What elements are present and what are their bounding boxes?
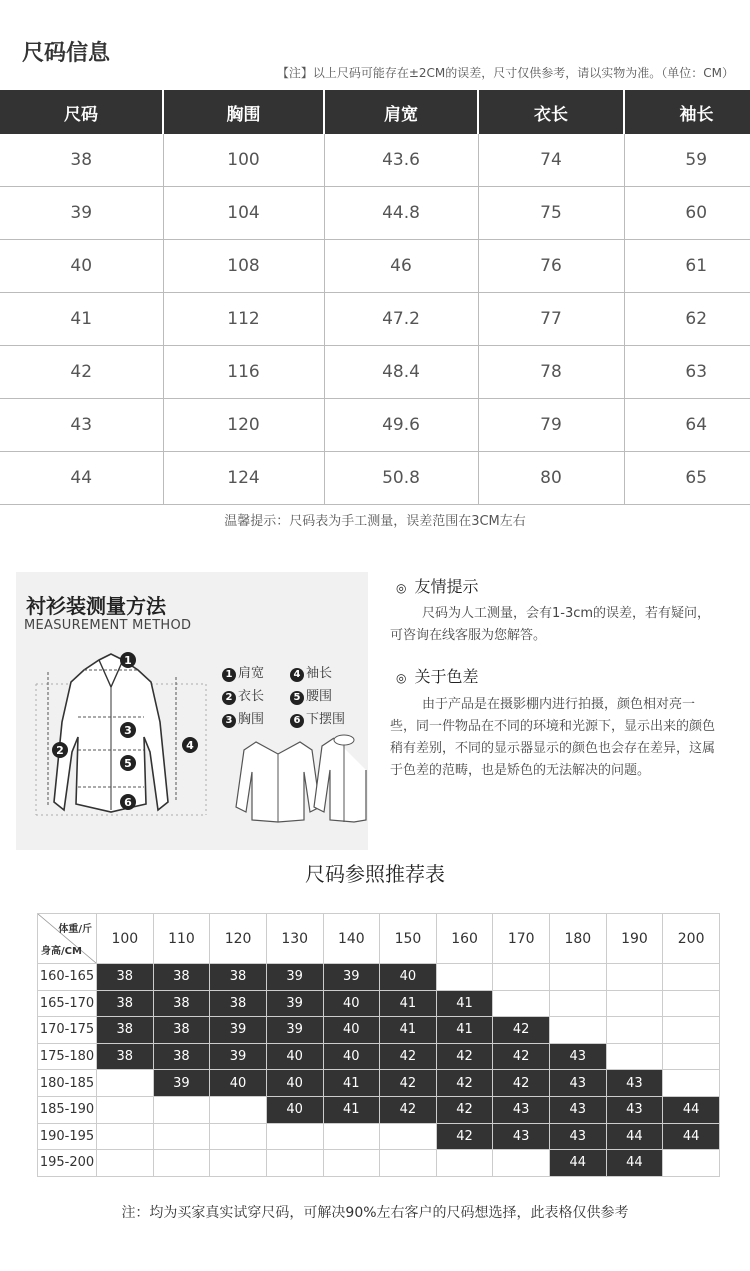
size-cell	[550, 964, 607, 991]
column-header: 衣长	[478, 90, 624, 134]
size-cell: 40	[266, 1096, 323, 1123]
size-cell: 43	[493, 1123, 550, 1150]
size-cell: 44	[606, 1123, 663, 1150]
size-cell	[550, 1017, 607, 1044]
column-header: 肩宽	[324, 90, 478, 134]
size-cell: 42	[493, 1043, 550, 1070]
table-cell: 75	[478, 187, 624, 240]
size-cell: 39	[153, 1070, 210, 1097]
size-note: 【注】以上尺码可能存在±2CM的误差，尺寸仅供参考，请以实物为准。（单位：CM）	[276, 66, 734, 80]
size-cell	[210, 1123, 267, 1150]
table-cell: 42	[0, 346, 163, 399]
table-cell: 48.4	[324, 346, 478, 399]
measurement-subtitle: MEASUREMENT METHOD	[24, 618, 192, 633]
svg-text:3: 3	[124, 724, 132, 737]
size-cell	[153, 1150, 210, 1177]
size-cell: 41	[323, 1070, 380, 1097]
table-cell: 116	[163, 346, 324, 399]
size-cell	[663, 1043, 720, 1070]
table-row	[0, 452, 750, 505]
size-cell	[606, 1017, 663, 1044]
column-header: 尺码	[0, 90, 163, 134]
legend-item	[290, 662, 358, 682]
table-cell: 124	[163, 452, 324, 505]
table-cell: 46	[324, 240, 478, 293]
size-cell	[380, 1123, 437, 1150]
size-cell	[210, 1150, 267, 1177]
legend-item	[222, 662, 290, 682]
table-row	[0, 134, 750, 187]
corner-cell	[38, 914, 97, 964]
legend-item	[290, 708, 358, 728]
column-header: 胸围	[163, 90, 324, 134]
size-cell	[493, 1150, 550, 1177]
size-cell: 38	[97, 1043, 154, 1070]
table-cell: 47.2	[324, 293, 478, 346]
size-table-header	[0, 90, 750, 134]
legend-number: 1	[222, 668, 236, 682]
table-row	[0, 346, 750, 399]
svg-text:6: 6	[124, 796, 132, 809]
size-cell: 39	[210, 1043, 267, 1070]
legend-label: 衣长	[238, 689, 265, 704]
height-cell: 185-190	[38, 1096, 97, 1123]
measurement-panel	[16, 572, 368, 850]
legend-label: 袖长	[306, 666, 333, 681]
size-cell: 40	[266, 1070, 323, 1097]
size-cell: 41	[380, 990, 437, 1017]
size-cell	[663, 1150, 720, 1177]
table-cell: 60	[624, 187, 750, 240]
friendly-tip-heading	[396, 574, 479, 597]
size-cell: 39	[266, 990, 323, 1017]
height-cell: 165-170	[38, 990, 97, 1017]
size-cell	[436, 1150, 493, 1177]
size-cell: 42	[493, 1070, 550, 1097]
size-cell: 43	[550, 1123, 607, 1150]
size-cell: 38	[97, 964, 154, 991]
size-cell	[606, 964, 663, 991]
table-cell: 74	[478, 134, 624, 187]
size-cell: 40	[210, 1070, 267, 1097]
legend-number: 2	[222, 691, 236, 705]
size-cell	[97, 1150, 154, 1177]
size-cell	[266, 1123, 323, 1150]
size-cell: 43	[550, 1070, 607, 1097]
svg-text:5: 5	[124, 757, 132, 770]
table-row	[38, 1096, 720, 1123]
table-row	[38, 1150, 720, 1177]
height-cell: 160-165	[38, 964, 97, 991]
size-cell: 44	[663, 1123, 720, 1150]
table-row	[0, 293, 750, 346]
size-cell: 43	[493, 1096, 550, 1123]
size-cell: 41	[436, 1017, 493, 1044]
size-cell: 42	[436, 1123, 493, 1150]
table-cell: 59	[624, 134, 750, 187]
table-cell: 100	[163, 134, 324, 187]
size-cell	[493, 990, 550, 1017]
table-cell: 77	[478, 293, 624, 346]
table-row	[38, 964, 720, 991]
size-cell: 38	[153, 964, 210, 991]
legend-number: 4	[290, 668, 304, 682]
height-axis-label: 身高/CM	[41, 946, 82, 957]
height-cell: 195-200	[38, 1150, 97, 1177]
table-cell: 43	[0, 399, 163, 452]
height-cell: 180-185	[38, 1070, 97, 1097]
friendly-tip-title: 友情提示	[414, 577, 479, 596]
size-cell: 43	[550, 1043, 607, 1070]
table-cell: 40	[0, 240, 163, 293]
recommendation-body	[38, 964, 720, 1177]
size-cell: 39	[266, 964, 323, 991]
table-cell: 49.6	[324, 399, 478, 452]
size-cell: 42	[436, 1070, 493, 1097]
size-cell: 38	[210, 990, 267, 1017]
legend-number: 6	[290, 714, 304, 728]
weight-header: 200	[663, 914, 720, 964]
weight-header: 180	[550, 914, 607, 964]
table-row	[38, 990, 720, 1017]
size-cell: 42	[380, 1096, 437, 1123]
legend-label: 胸围	[238, 712, 265, 727]
table-row	[38, 1017, 720, 1044]
height-cell: 170-175	[38, 1017, 97, 1044]
measurement-title: 衬衫装测量方法	[26, 594, 166, 618]
size-cell	[380, 1150, 437, 1177]
size-cell	[266, 1150, 323, 1177]
table-cell: 44.8	[324, 187, 478, 240]
size-cell	[210, 1096, 267, 1123]
size-cell	[323, 1123, 380, 1150]
weight-header: 160	[436, 914, 493, 964]
color-tip-heading	[396, 664, 479, 687]
weight-header: 170	[493, 914, 550, 964]
table-cell: 79	[478, 399, 624, 452]
size-cell: 42	[436, 1096, 493, 1123]
size-cell	[323, 1150, 380, 1177]
size-cell: 42	[380, 1043, 437, 1070]
size-cell: 41	[436, 990, 493, 1017]
recommendation-footnote: 注：均为买家真实试穿尺码，可解决90%左右客户的尺码想选择，此表格仅供参考	[121, 1205, 629, 1221]
size-cell	[153, 1096, 210, 1123]
table-cell: 108	[163, 240, 324, 293]
size-cell	[436, 964, 493, 991]
size-cell: 43	[550, 1096, 607, 1123]
size-cell: 43	[606, 1096, 663, 1123]
size-cell	[97, 1123, 154, 1150]
table-row	[38, 1123, 720, 1150]
legend-number: 3	[222, 714, 236, 728]
recommendation-table	[37, 913, 720, 1177]
size-cell	[663, 1017, 720, 1044]
weight-header: 100	[97, 914, 154, 964]
recommendation-header	[38, 914, 720, 964]
table-cell: 38	[0, 134, 163, 187]
weight-axis-label: 体重/斤	[58, 924, 92, 935]
measurement-legend	[222, 662, 362, 728]
table-cell: 104	[163, 187, 324, 240]
size-table-body	[0, 134, 750, 505]
size-cell: 38	[210, 964, 267, 991]
size-cell	[97, 1070, 154, 1097]
svg-text:2: 2	[56, 744, 64, 757]
size-cell: 39	[210, 1017, 267, 1044]
size-cell: 41	[380, 1017, 437, 1044]
table-cell: 41	[0, 293, 163, 346]
legend-label: 腰围	[306, 689, 333, 704]
weight-header: 120	[210, 914, 267, 964]
size-cell: 38	[153, 1043, 210, 1070]
size-cell: 40	[323, 1043, 380, 1070]
legend-label: 下摆围	[306, 712, 346, 727]
size-cell	[153, 1123, 210, 1150]
table-cell: 76	[478, 240, 624, 293]
svg-text:4: 4	[186, 739, 194, 752]
svg-text:1: 1	[124, 654, 132, 667]
size-cell	[663, 990, 720, 1017]
size-cell: 42	[436, 1043, 493, 1070]
color-tip-title: 关于色差	[414, 667, 479, 686]
column-header: 袖长	[624, 90, 750, 134]
table-row	[38, 1070, 720, 1097]
table-cell: 65	[624, 452, 750, 505]
weight-header: 130	[266, 914, 323, 964]
size-cell: 44	[663, 1096, 720, 1123]
size-cell: 38	[153, 1017, 210, 1044]
size-cell	[606, 1043, 663, 1070]
size-cell: 42	[380, 1070, 437, 1097]
table-cell: 50.8	[324, 452, 478, 505]
size-cell: 40	[266, 1043, 323, 1070]
size-cell	[97, 1096, 154, 1123]
table-cell: 63	[624, 346, 750, 399]
size-cell: 38	[153, 990, 210, 1017]
size-cell	[663, 964, 720, 991]
size-cell	[550, 990, 607, 1017]
size-cell: 40	[323, 1017, 380, 1044]
weight-header: 110	[153, 914, 210, 964]
weight-header: 140	[323, 914, 380, 964]
size-cell: 41	[323, 1096, 380, 1123]
legend-item	[222, 708, 290, 728]
size-cell: 44	[550, 1150, 607, 1177]
table-cell: 62	[624, 293, 750, 346]
friendly-tip-body: 尺码为人工测量，会有1-3cm的误差，若有疑问，可咨询在线客服为您解答。	[390, 606, 711, 643]
size-cell	[663, 1070, 720, 1097]
table-cell: 43.6	[324, 134, 478, 187]
size-cell: 39	[323, 964, 380, 991]
target-icon: ◎	[396, 671, 407, 685]
size-cell	[493, 964, 550, 991]
size-cell: 44	[606, 1150, 663, 1177]
measurement-hint: 温馨提示：尺码表为手工测量，误差范围在3CM左右	[224, 514, 526, 529]
size-cell: 42	[493, 1017, 550, 1044]
size-cell: 38	[97, 990, 154, 1017]
table-row	[0, 399, 750, 452]
size-cell: 38	[97, 1017, 154, 1044]
table-cell: 64	[624, 399, 750, 452]
table-cell: 61	[624, 240, 750, 293]
table-cell: 78	[478, 346, 624, 399]
table-row	[0, 240, 750, 293]
size-cell: 39	[266, 1017, 323, 1044]
size-cell: 40	[380, 964, 437, 991]
target-icon: ◎	[396, 581, 407, 595]
legend-label: 肩宽	[238, 666, 265, 681]
table-row	[0, 187, 750, 240]
recommendation-title: 尺码参照推荐表	[305, 862, 445, 886]
legend-item	[222, 685, 290, 705]
size-cell	[606, 990, 663, 1017]
height-cell: 175-180	[38, 1043, 97, 1070]
size-cell: 40	[323, 990, 380, 1017]
weight-header: 150	[380, 914, 437, 964]
height-cell: 190-195	[38, 1123, 97, 1150]
size-cell: 43	[606, 1070, 663, 1097]
weight-header: 190	[606, 914, 663, 964]
table-cell: 39	[0, 187, 163, 240]
legend-item	[290, 685, 358, 705]
table-cell: 44	[0, 452, 163, 505]
table-cell: 80	[478, 452, 624, 505]
legend-number: 5	[290, 691, 304, 705]
table-cell: 120	[163, 399, 324, 452]
size-table	[0, 90, 750, 505]
color-tip-body: 由于产品是在摄影棚内进行拍摄，颜色相对亮一些，同一件物品在不同的环境和光源下，显示出来的颜色稍有差别，不同的显示器显示的颜色也会存在差异，这属于色差的范畴，也是矫色的无法解决的问题。	[390, 697, 716, 778]
table-cell: 112	[163, 293, 324, 346]
page-title: 尺码信息	[22, 41, 111, 66]
table-row	[38, 1043, 720, 1070]
